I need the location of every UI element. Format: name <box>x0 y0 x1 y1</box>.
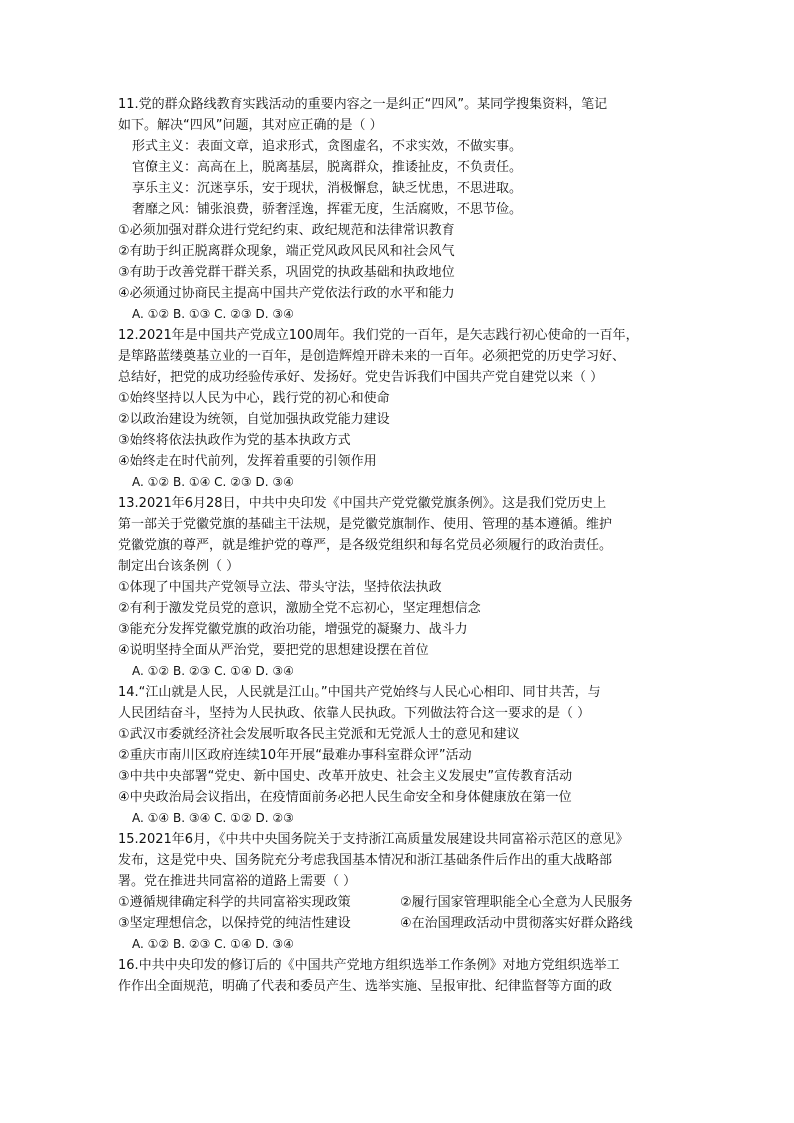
question-item: ③能充分发挥党徽党旗的政治功能，增强党的凝聚力、战斗力 <box>118 622 468 637</box>
question-15 <box>118 829 678 955</box>
question-stem-line: 第一部关于党徽党旗的基础主干法规，是党徽党旗制作、使用、管理的基本遵循。维护 <box>118 517 613 532</box>
question-item: ①始终坚持以人民为中心，践行党的初心和使命 <box>118 391 390 406</box>
question-stem-line: 是筚路蓝缕奠基立业的一百年，是创造辉煌开辟未来的一百年。必须把党的历史学习好、 <box>118 349 626 364</box>
question-stem-line: 14.“江山就是人民，人民就是江山。”中国共产党始终与人民心心相印、同甘共苦，与 <box>118 685 601 700</box>
question-item: ②有助于纠正脱离群众现象，端正党风政风民风和社会风气 <box>118 244 455 259</box>
question-item: ③坚定理想信念，以保持党的纯洁性建设 <box>118 916 351 931</box>
question-item: ②重庆市南川区政府连续10年开展“最难办事科室群众评”活动 <box>118 748 472 763</box>
question-stem-line: 16.中共中央印发的修订后的《中国共产党地方组织选举工作条例》对地方党组织选举工 <box>118 958 620 973</box>
question-14 <box>118 682 678 829</box>
question-stem-line: 发布，这是党中央、国务院充分考虑我国基本情况和浙江基础条件后作出的重大战略部 <box>118 853 613 868</box>
answer-options: A. ①④ B. ③④ C. ①② D. ②③ <box>132 811 294 825</box>
question-item: ②以政治建设为统领，自觉加强执政党能力建设 <box>118 412 390 427</box>
question-stem-line: 党徽党旗的尊严，就是维护党的尊严，是各级党组织和每名党员必须履行的政治责任。 <box>118 538 613 553</box>
question-item: ④必须通过协商民主提高中国共产党依法行政的水平和能力 <box>118 286 455 301</box>
question-stem-line: 15.2021年6月，《中共中央国务院关于支持浙江高质量发展建设共同富裕示范区的意见》 <box>118 832 629 847</box>
question-11 <box>118 94 678 325</box>
question-item: ①遵循规律确定科学的共同富裕实现政策 <box>118 895 351 910</box>
question-item: ②履行国家管理职能全心全意为人民服务 <box>400 895 633 910</box>
question-item: ①体现了中国共产党领导立法、带头守法，坚持依法执政 <box>118 580 442 595</box>
question-item: ③中共中央部署“党史、新中国史、改革开放史、社会主义发展史”宣传教育活动 <box>118 769 573 784</box>
note-line: 形式主义：表面文章，追求形式，贪图虚名，不求实效，不做实事。 <box>132 139 523 154</box>
question-stem-line: 总结好，把党的成功经验传承好、发扬好。党史告诉我们中国共产党自建党以来（ ） <box>118 370 604 385</box>
question-12 <box>118 325 678 493</box>
question-item-row <box>118 913 678 934</box>
question-item-row <box>118 892 678 913</box>
question-item: ①必须加强对群众进行党纪约束、政纪规范和法律常识教育 <box>118 223 455 238</box>
question-stem-line: 作作出全面规范，明确了代表和委员产生、选举实施、呈报审批、纪律监督等方面的政 <box>118 979 613 994</box>
question-item: ①武汉市委就经济社会发展听取各民主党派和无党派人士的意见和建议 <box>118 727 520 742</box>
question-item: ③始终将依法执政作为党的基本执政方式 <box>118 433 351 448</box>
question-stem-line: 人民团结奋斗，坚持为人民执政、依靠人民执政。下列做法符合这一要求的是（ ） <box>118 706 591 721</box>
question-stem-line: 13.2021年6月28日，中共中央印发《中国共产党党徽党旗条例》。这是我们党历史上 <box>118 496 607 511</box>
question-16 <box>118 955 678 997</box>
question-stem-line: 11.党的群众路线教育实践活动的重要内容之一是纠正“四风”。某同学搜集资料，笔记 <box>118 97 608 112</box>
answer-options: A. ①② B. ①④ C. ②③ D. ③④ <box>132 475 294 489</box>
question-item: ④始终走在时代前列，发挥着重要的引领作用 <box>118 454 377 469</box>
question-13 <box>118 493 678 682</box>
question-stem-line: 如下。解决“四风”问题，其对应正确的是（ ） <box>118 118 383 133</box>
note-line: 官僚主义：高高在上，脱离基层，脱离群众，推诿扯皮，不负责任。 <box>132 160 523 175</box>
note-line: 享乐主义：沉迷享乐，安于现状，消极懈怠，缺乏忧患，不思进取。 <box>132 181 523 196</box>
answer-options: A. ①② B. ②③ C. ①④ D. ③④ <box>132 937 294 951</box>
answer-options: A. ①② B. ②③ C. ①④ D. ③④ <box>132 664 294 678</box>
answer-options: A. ①② B. ①③ C. ②③ D. ③④ <box>132 307 294 321</box>
question-item: ④中央政治局会议指出，在疫情面前务必把人民生命安全和身体健康放在第一位 <box>118 790 572 805</box>
question-item: ④在治国理政活动中贯彻落实好群众路线 <box>400 916 633 931</box>
note-line: 奢靡之风：铺张浪费，骄奢淫逸，挥霍无度，生活腐败，不思节俭。 <box>132 202 523 217</box>
question-item: ③有助于改善党群干群关系，巩固党的执政基础和执政地位 <box>118 265 455 280</box>
question-item: ④说明坚持全面从严治党，要把党的思想建设摆在首位 <box>118 643 429 658</box>
question-stem-line: 署。党在推进共同富裕的道路上需要（ ） <box>118 874 357 889</box>
question-stem-line: 制定出台该条例（ ） <box>118 559 240 574</box>
question-stem-line: 12.2021年是中国共产党成立100周年。我们党的一百年，是矢志践行初心使命的一百年， <box>118 328 639 343</box>
question-item: ②有利于激发党员党的意识，激励全党不忘初心，坚定理想信念 <box>118 601 481 616</box>
question-list <box>118 94 678 997</box>
